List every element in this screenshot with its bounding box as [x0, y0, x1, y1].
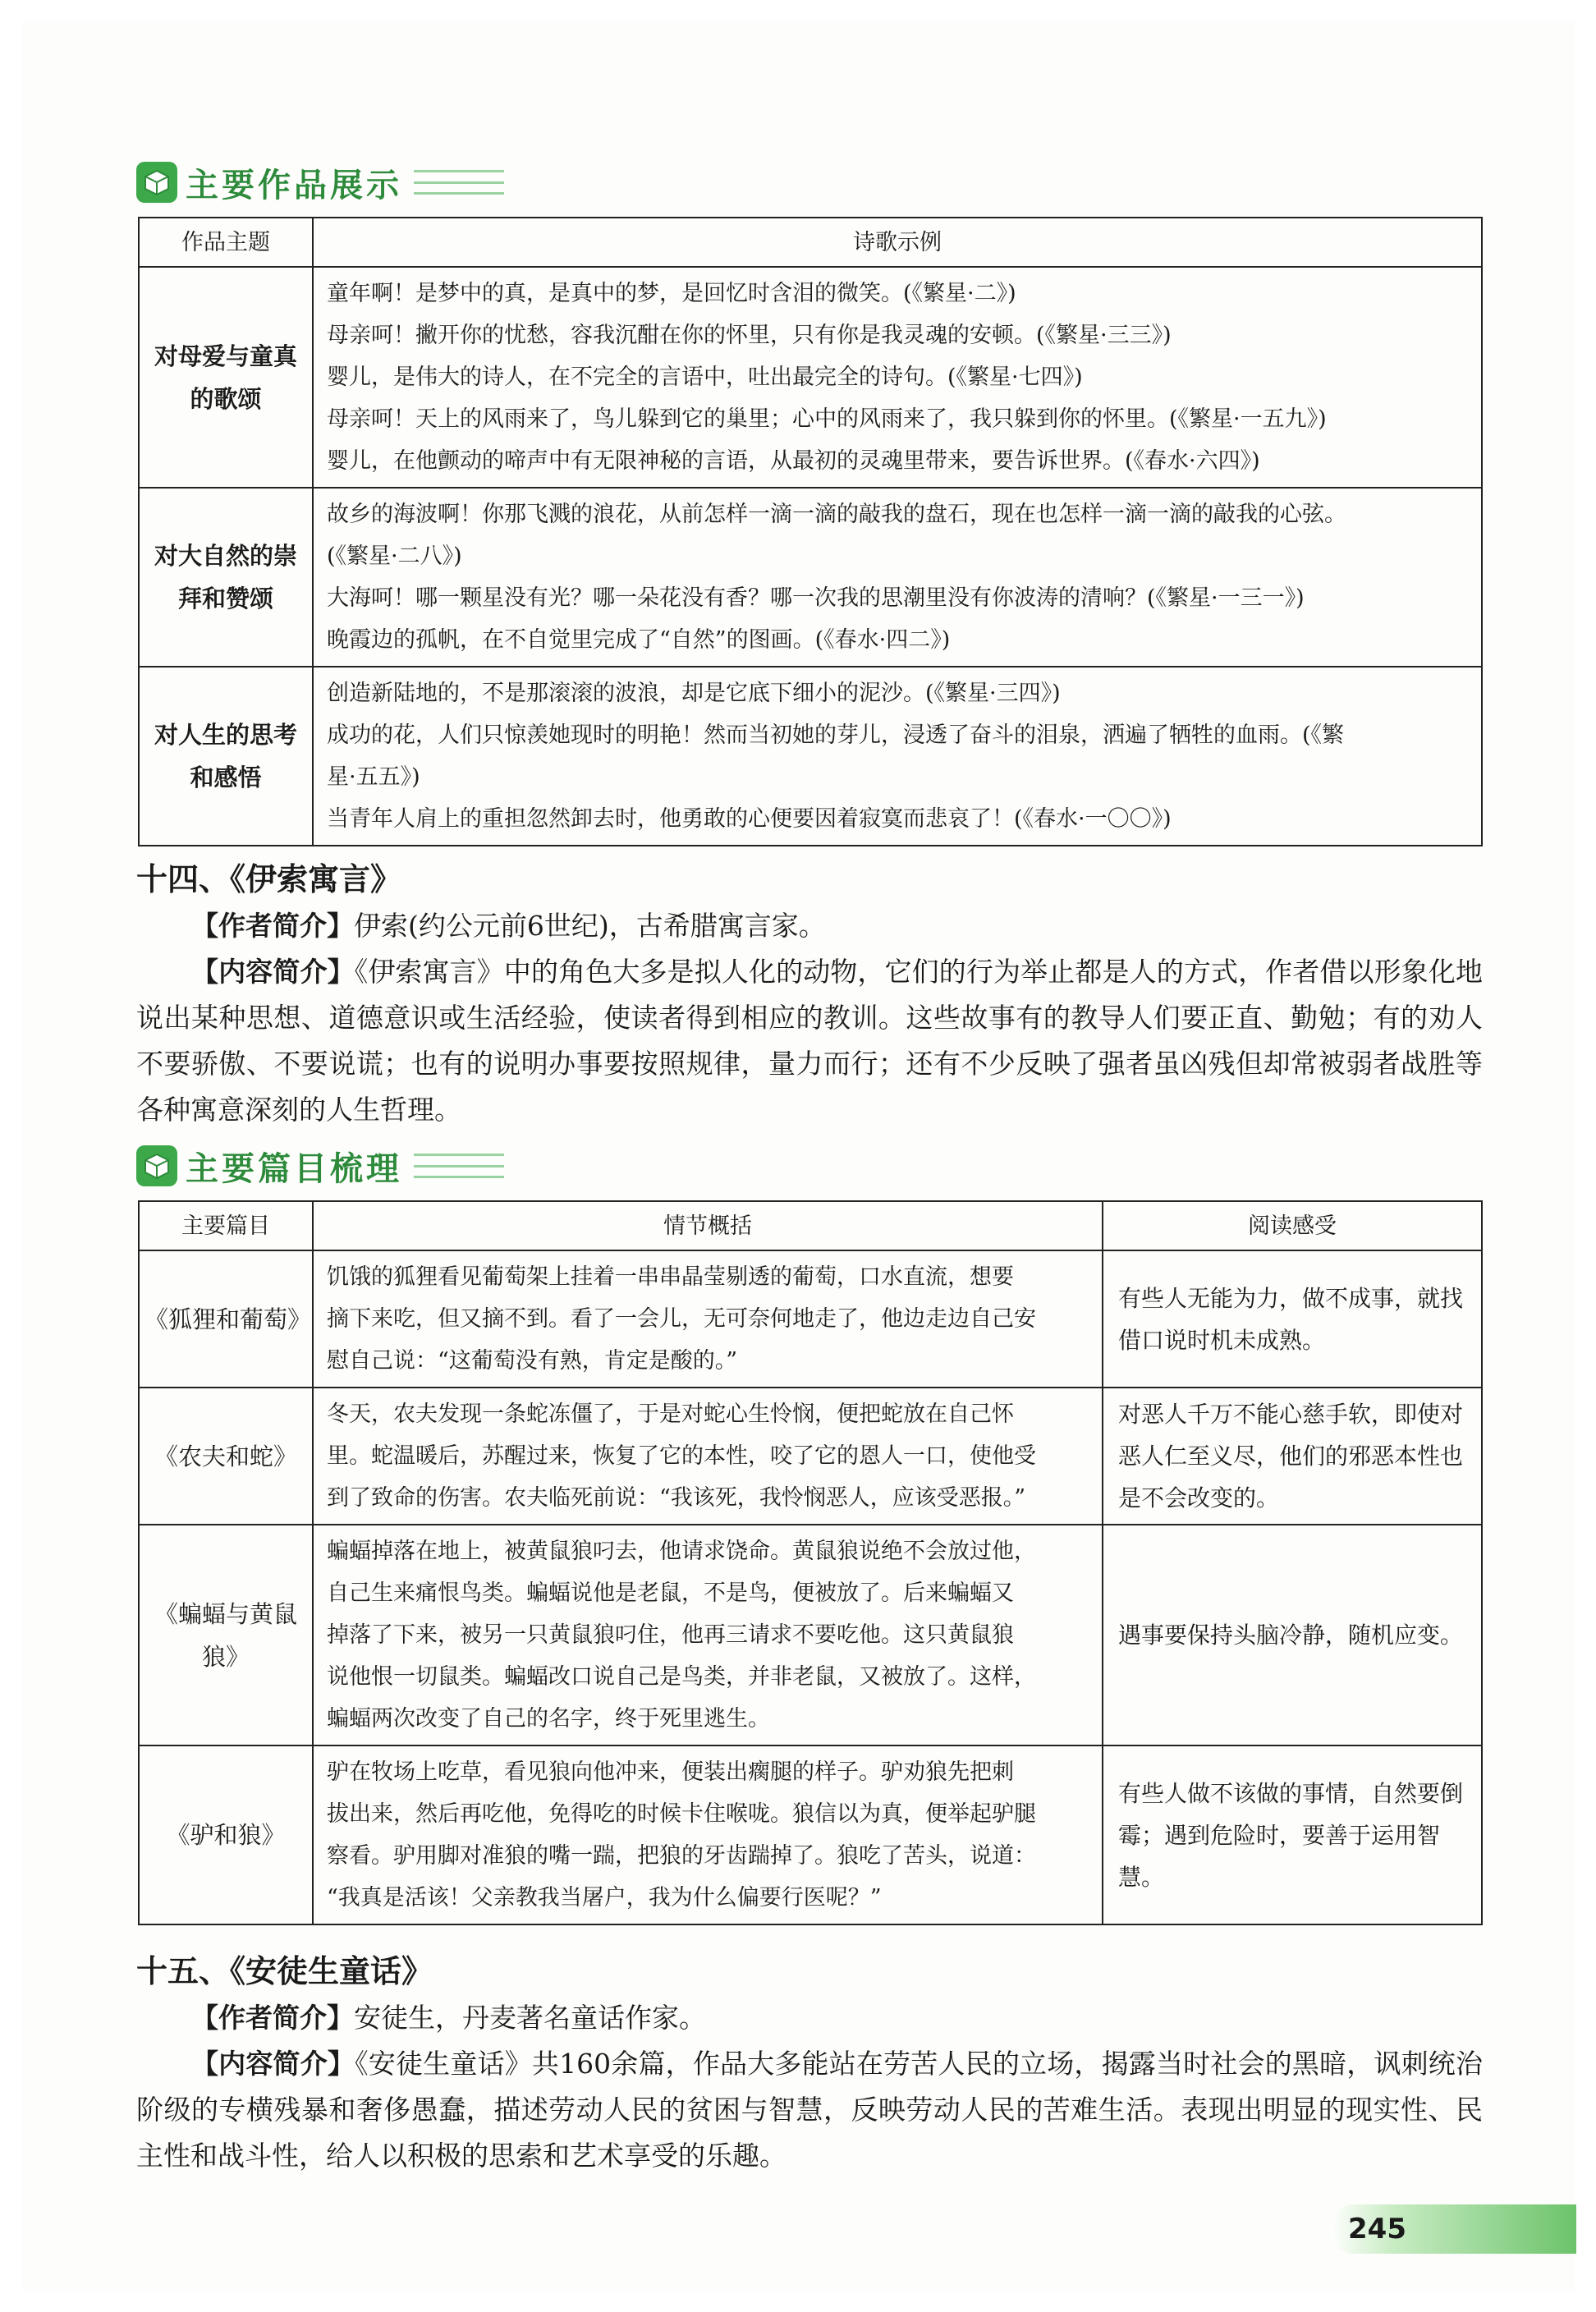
poem-line: 当青年人肩上的重担忽然卸去时，他勇敢的心便要因着寂寞而悲哀了！(《春水·一〇〇》): [327, 806, 1172, 832]
title-cell: 《驴和狼》: [139, 1745, 313, 1924]
header-plot: 情节概括: [313, 1201, 1103, 1250]
poem-line: 童年啊！是梦中的真，是真中的梦，是回忆时含泪的微笑。(《繁星·二》): [327, 281, 1016, 306]
theme-cell: 对人生的思考和感悟: [139, 667, 313, 846]
plot-cell: [313, 1745, 1103, 1924]
heading-andersen: 十五、《安徒生童话》: [136, 1953, 433, 1989]
heading-aesop: 十四、《伊索寓言》: [136, 861, 402, 897]
theme-cell: 对母爱与童真的歌颂: [139, 267, 313, 488]
andersen-author-paragraph: [136, 1995, 1483, 2041]
plot-line: 自己生来痛恨鸟类。蝙蝠说他是老鼠，不是鸟，便被放了。后来蝙蝠又: [327, 1580, 1014, 1606]
plot-line: 冬天，农夫发现一条蛇冻僵了，于是对蛇心生怜悯，便把蛇放在自己怀: [327, 1401, 1014, 1427]
content-tag: 【内容简介】: [191, 956, 355, 988]
title-cell: 《农夫和蛇》: [139, 1388, 313, 1525]
content-text: 《伊索寓言》中的角色大多是拟人化的动物，它们的行为举止都是人的方式，作者借以形象化地说出某种思想、道德意识或生活经验，使读者得到相应的教训。这些故事有的教导人们要正直、勤勉；有的劝人不要骄傲、不要说谎；也有的说明办事要按照规律，量力而行；还有不少反映了强者虽凶残但却常被弱者战胜等各种寓意深刻的人生哲理。: [136, 956, 1484, 1126]
section-header-chapters: [136, 1143, 504, 1189]
plot-line: 里。蛇温暖后，苏醒过来，恢复了它的本性，咬了它的恩人一口，使他受: [327, 1443, 1036, 1469]
poem-line: 创造新陆地的，不是那滚滚的波浪，却是它底下细小的泥沙。(《繁星·三四》): [327, 681, 1061, 706]
poem-line: 婴儿，是伟大的诗人，在不完全的言语中，吐出最完全的诗句。(《繁星·七四》): [327, 365, 1083, 390]
poem-line: (《繁星·二八》): [327, 544, 462, 569]
poem-cell: [313, 267, 1482, 488]
header-theme: 作品主题: [139, 218, 313, 267]
aesop-content-paragraph: [136, 949, 1483, 1133]
content-tag: 【内容简介】: [191, 2048, 355, 2080]
table-row: [139, 1745, 1482, 1924]
table-row: [139, 1525, 1482, 1745]
author-tag: 【作者简介】: [191, 910, 354, 942]
author-text: 安徒生，丹麦著名童话作家。: [354, 2002, 706, 2034]
poem-line: 晚霞边的孤帆，在不自觉里完成了“自然”的图画。(《春水·四二》): [327, 627, 951, 653]
andersen-content-paragraph: [136, 2041, 1483, 2179]
plot-line: “我真是活该！父亲教我当屠户，我为什么偏要行医呢？”: [327, 1885, 882, 1911]
plot-line: 察看。驴用脚对准狼的嘴一踹，把狼的牙齿踹掉了。狼吃了苦头，说道：: [327, 1843, 1036, 1869]
plot-line: 摘下来吃，但又摘不到。看了一会儿，无可奈何地走了，他边走边自己安: [327, 1306, 1036, 1332]
cube-icon: [136, 1145, 177, 1186]
plot-cell: [313, 1250, 1103, 1388]
title-cell: 《蝙蝠与黄鼠狼》: [139, 1525, 313, 1745]
table-row: [139, 1250, 1482, 1388]
decorative-lines: [414, 170, 504, 195]
feeling-cell: 遇事要保持头脑冷静，随机应变。: [1103, 1525, 1482, 1745]
plot-line: 慰自己说：“这葡萄没有熟，肯定是酸的。”: [327, 1348, 738, 1374]
author-text: 伊索(约公元前6世纪)，古希腊寓言家。: [354, 910, 826, 942]
chapters-table: [138, 1200, 1483, 1925]
decorative-lines: [414, 1154, 504, 1178]
plot-cell: [313, 1525, 1103, 1745]
table-header-row: [139, 218, 1482, 267]
poem-line: 故乡的海波啊！你那飞溅的浪花，从前怎样一滴一滴的敲我的盘石，现在也怎样一滴一滴的敲我的心弦。: [327, 502, 1346, 527]
title-cell: 《狐狸和葡萄》: [139, 1250, 313, 1388]
poem-line: 成功的花，人们只惊羡她现时的明艳！然而当初她的芽儿，浸透了奋斗的泪泉，洒遍了牺牲的血雨。(《繁: [327, 722, 1345, 748]
poem-cell: [313, 667, 1482, 846]
aesop-author-paragraph: [136, 903, 1483, 949]
content-text: 《安徒生童话》共160余篇，作品大多能站在劳苦人民的立场，揭露当时社会的黑暗，讽刺统治阶级的专横残暴和奢侈愚蠢，描述劳动人民的贫困与智慧，反映劳动人民的苦难生活。表现出明显的现实性、民主性和战斗性，给人以积极的思索和艺术享受的乐趣。: [136, 2048, 1483, 2172]
plot-line: 饥饿的狐狸看见葡萄架上挂着一串串晶莹剔透的葡萄，口水直流，想要: [327, 1264, 1014, 1290]
header-title: 主要篇目: [139, 1201, 313, 1250]
plot-line: 蝙蝠掉落在地上，被黄鼠狼叼去，他请求饶命。黄鼠狼说绝不会放过他，: [327, 1539, 1036, 1564]
table-row: [139, 667, 1482, 846]
plot-cell: [313, 1388, 1103, 1525]
poem-line: 星·五五》): [327, 764, 420, 790]
section-header-works: [136, 159, 504, 205]
table-row: [139, 1388, 1482, 1525]
poem-cell: [313, 488, 1482, 667]
feeling-cell: 有些人做不该做的事情，自然要倒霉；遇到危险时，要善于运用智慧。: [1103, 1745, 1482, 1924]
poem-line: 大海呵！哪一颗星没有光？哪一朵花没有香？哪一次我的思潮里没有你波涛的清响？(《繁星·一三一》): [327, 585, 1305, 611]
page-number: 245: [1348, 2213, 1406, 2245]
theme-cell: 对大自然的崇拜和赞颂: [139, 488, 313, 667]
cube-icon: [136, 162, 177, 203]
section-title: 主要作品展示: [186, 166, 402, 204]
page-number-badge: [1330, 2204, 1576, 2254]
table-header-row: [139, 1201, 1482, 1250]
plot-line: 驴在牧场上吃草，看见狼向他冲来，便装出瘸腿的样子。驴劝狼先把刺: [327, 1759, 1014, 1785]
plot-line: 蝙蝠两次改变了自己的名字，终于死里逃生。: [327, 1706, 770, 1732]
plot-line: 拔出来，然后再吃他，免得吃的时候卡住喉咙。狼信以为真，便举起驴腿: [327, 1801, 1036, 1827]
feeling-cell: 有些人无能为力，做不成事，就找借口说时机未成熟。: [1103, 1250, 1482, 1388]
plot-line: 到了致命的伤害。农夫临死前说：“我该死，我怜悯恶人，应该受恶报。”: [327, 1485, 1026, 1511]
works-table: [138, 217, 1483, 846]
poem-line: 母亲呵！天上的风雨来了，鸟儿躲到它的巢里；心中的风雨来了，我只躲到你的怀里。(《繁星·一五九》): [327, 406, 1327, 432]
plot-line: 掉落了下来，被另一只黄鼠狼叼住，他再三请求不要吃他。这只黄鼠狼: [327, 1622, 1014, 1648]
table-row: [139, 488, 1482, 667]
plot-line: 说他恨一切鼠类。蝙蝠改口说自己是鸟类，并非老鼠，又被放了。这样，: [327, 1664, 1036, 1690]
table-row: [139, 267, 1482, 488]
section-title: 主要篇目梳理: [186, 1149, 402, 1188]
header-poem-examples: 诗歌示例: [313, 218, 1482, 267]
feeling-cell: 对恶人千万不能心慈手软，即使对恶人仁至义尽，他们的邪恶本性也是不会改变的。: [1103, 1388, 1482, 1525]
poem-line: 婴儿，在他颤动的啼声中有无限神秘的言语，从最初的灵魂里带来，要告诉世界。(《春水·六四》): [327, 448, 1260, 474]
poem-line: 母亲呵！撇开你的忧愁，容我沉酣在你的怀里，只有你是我灵魂的安顿。(《繁星·三三》): [327, 323, 1172, 348]
header-feeling: 阅读感受: [1103, 1201, 1482, 1250]
author-tag: 【作者简介】: [191, 2002, 354, 2034]
